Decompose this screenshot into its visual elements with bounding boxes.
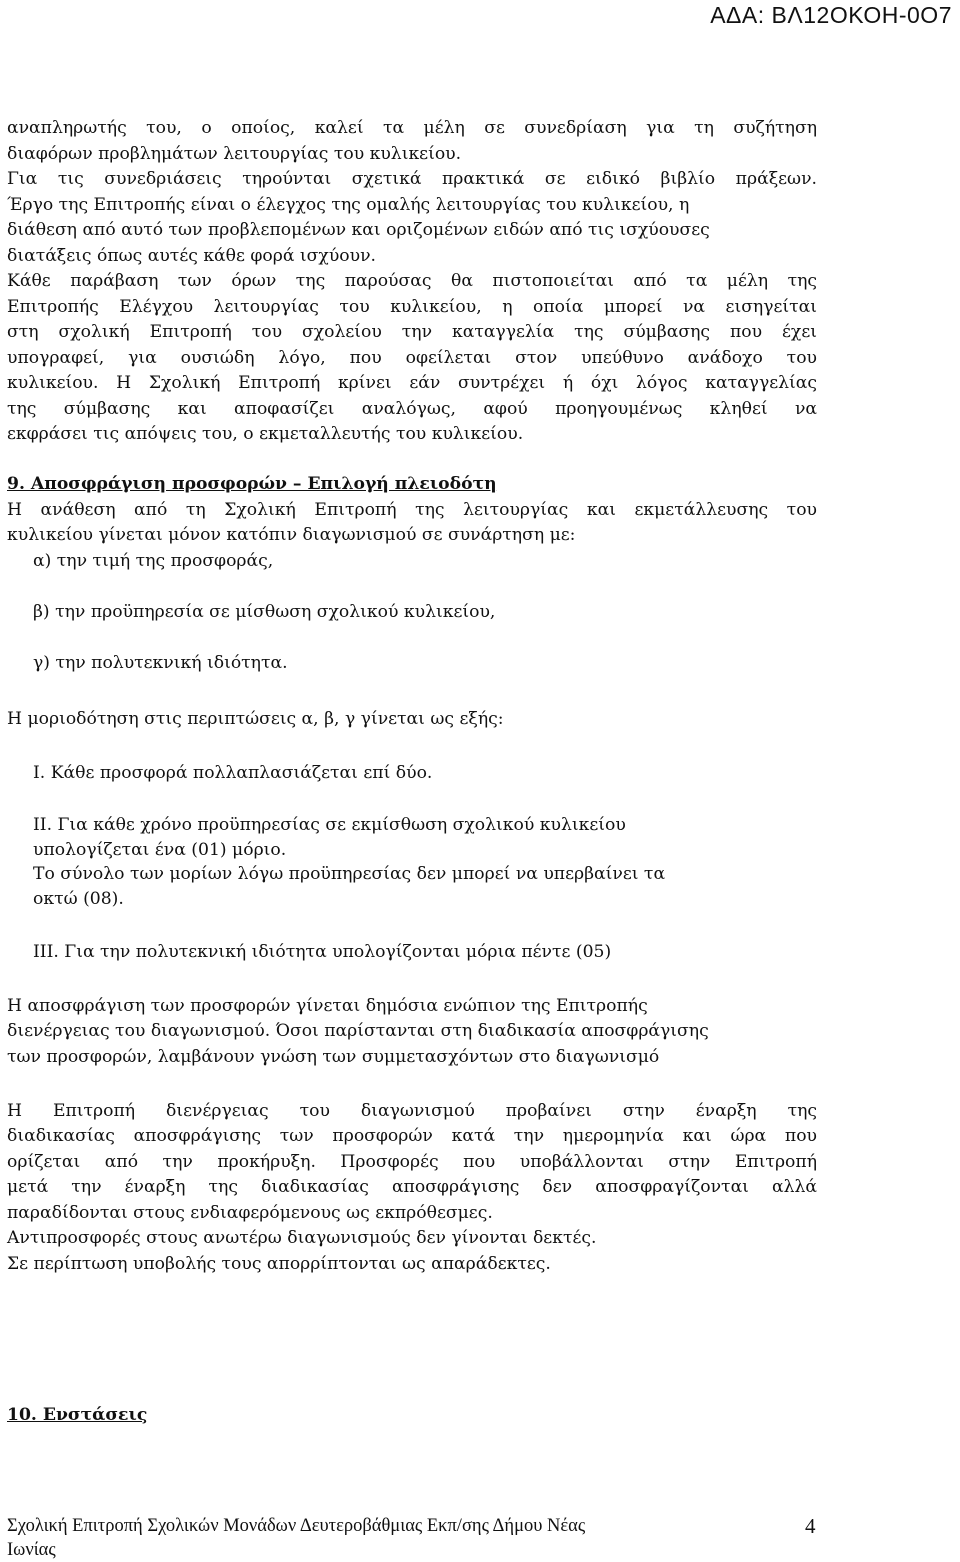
scoring-rule-3: ΙΙΙ. Για την πολυτεκνική ιδιότητα υπολογίζονται μόρια πέντε (05) — [33, 942, 612, 962]
page-number: 4 — [805, 1514, 816, 1538]
body-line: μετά την έναρξη της διαδικασίας αποσφράγισης δεν αποσφραγίζονται αλλά — [7, 1177, 817, 1197]
footer-line: Ιωνίας — [7, 1540, 56, 1560]
body-line: Κάθε παράβαση των όρων της παρούσας θα πιστοποιείται από τα μέλη της — [7, 271, 817, 291]
criterion-item: γ) την πολυτεκνική ιδιότητα. — [33, 653, 288, 673]
body-line: κυλικείου. Η Σχολική Επιτροπή κρίνει εάν συντρέχει ή όχι λόγος καταγγελίας — [7, 373, 817, 393]
body-line: διενέργειας του διαγωνισμού. Όσοι παρίστανται στη διαδικασία αποσφράγισης — [7, 1021, 709, 1041]
body-line: Επιτροπής Ελέγχου λειτουργίας του κυλικείου, η οποία μπορεί να εισηγείται — [7, 297, 817, 317]
body-line: διαδικασίας αποσφράγισης των προσφορών κατά την ημερομηνία και ώρα που — [7, 1126, 817, 1146]
body-line: των προσφορών, λαμβάνουν γνώση των συμμετασχόντων στο διαγωνισμό — [7, 1047, 660, 1067]
scoring-intro: Η μοριοδότηση στις περιπτώσεις α, β, γ γίνεται ως εξής: — [7, 709, 504, 729]
body-line: Η αποσφράγιση των προσφορών γίνεται δημόσια ενώπιον της Επιτροπής — [7, 996, 648, 1016]
body-line: Η Επιτροπή διενέργειας του διαγωνισμού προβαίνει στην έναρξη της — [7, 1101, 817, 1121]
body-line: οκτώ (08). — [33, 889, 124, 909]
scoring-rule-1: Ι. Κάθε προσφορά πολλαπλασιάζεται επί δύο. — [33, 763, 433, 783]
body-line: εκφράσει τις απόψεις του, ο εκμεταλλευτής του κυλικείου. — [7, 424, 524, 444]
section-10-heading: 10. Ενστάσεις — [7, 1405, 148, 1425]
body-line: υπογραφεί, για ουσιώδη λόγο, που οφείλεται στον υπεύθυνο ανάδοχο του — [7, 348, 817, 368]
section-9-heading: 9. Αποσφράγιση προσφορών – Επιλογή πλειοδότη — [7, 474, 497, 494]
scoring-rule-2: ΙΙ. Για κάθε χρόνο προϋπηρεσίας σε εκμίσθωση σχολικού κυλικείου — [33, 815, 626, 835]
body-line: Σε περίπτωση υποβολής τους απορρίπτονται ως απαράδεκτες. — [7, 1254, 551, 1274]
body-line: στη σχολική Επιτροπή του σχολείου την καταγγελία της σύμβασης που έχει — [7, 322, 817, 342]
body-line: Έργο της Επιτροπής είναι ο έλεγχος της ομαλής λειτουργίας του κυλικείου, η — [7, 195, 690, 215]
criterion-item: α) την τιμή της προσφοράς, — [33, 551, 274, 571]
body-line: Η ανάθεση από τη Σχολική Επιτροπή της λειτουργίας και εκμετάλλευσης του — [7, 500, 817, 520]
body-line: διατάξεις όπως αυτές κάθε φορά ισχύουν. — [7, 246, 376, 266]
body-line: υπολογίζεται ένα (01) μόριο. — [33, 840, 287, 860]
body-line: παραδίδονται στους ενδιαφερόμενους ως εκπρόθεσμες. — [7, 1203, 493, 1223]
document-code-header: ΑΔΑ: ΒΛ12ΟΚΟΗ-0Ο7 — [710, 2, 952, 28]
criterion-item: β) την προϋπηρεσία σε μίσθωση σχολικού κυλικείου, — [33, 602, 496, 622]
body-line: Για τις συνεδριάσεις τηρούνται σχετικά πρακτικά σε ειδικό βιβλίο πράξεων. — [7, 169, 817, 189]
body-line: αναπληρωτής του, ο οποίος, καλεί τα μέλη σε συνεδρίαση για τη συζήτηση — [7, 118, 817, 138]
body-line: Αντιπροσφορές στους ανωτέρω διαγωνισμούς δεν γίνονται δεκτές. — [7, 1228, 597, 1248]
body-line: Το σύνολο των μορίων λόγω προϋπηρεσίας δεν μπορεί να υπερβαίνει τα — [33, 864, 666, 884]
body-line: διαφόρων προβλημάτων λειτουργίας του κυλικείου. — [7, 144, 462, 164]
footer-line: Σχολική Επιτροπή Σχολικών Μονάδων Δευτεροβάθμιας Εκπ/σης Δήμου Νέας — [7, 1516, 586, 1536]
body-line: ορίζεται από την προκήρυξη. Προσφορές που υποβάλλονται στην Επιτροπή — [7, 1152, 817, 1172]
body-line: κυλικείου γίνεται μόνον κατόπιν διαγωνισμού σε συνάρτηση με: — [7, 525, 576, 545]
body-line: διάθεση από αυτό των προβλεπομένων και οριζομένων ειδών από τις ισχύουσες — [7, 220, 710, 240]
body-line: της σύμβασης και αποφασίζει αναλόγως, αφού προηγουμένως κληθεί να — [7, 399, 817, 419]
